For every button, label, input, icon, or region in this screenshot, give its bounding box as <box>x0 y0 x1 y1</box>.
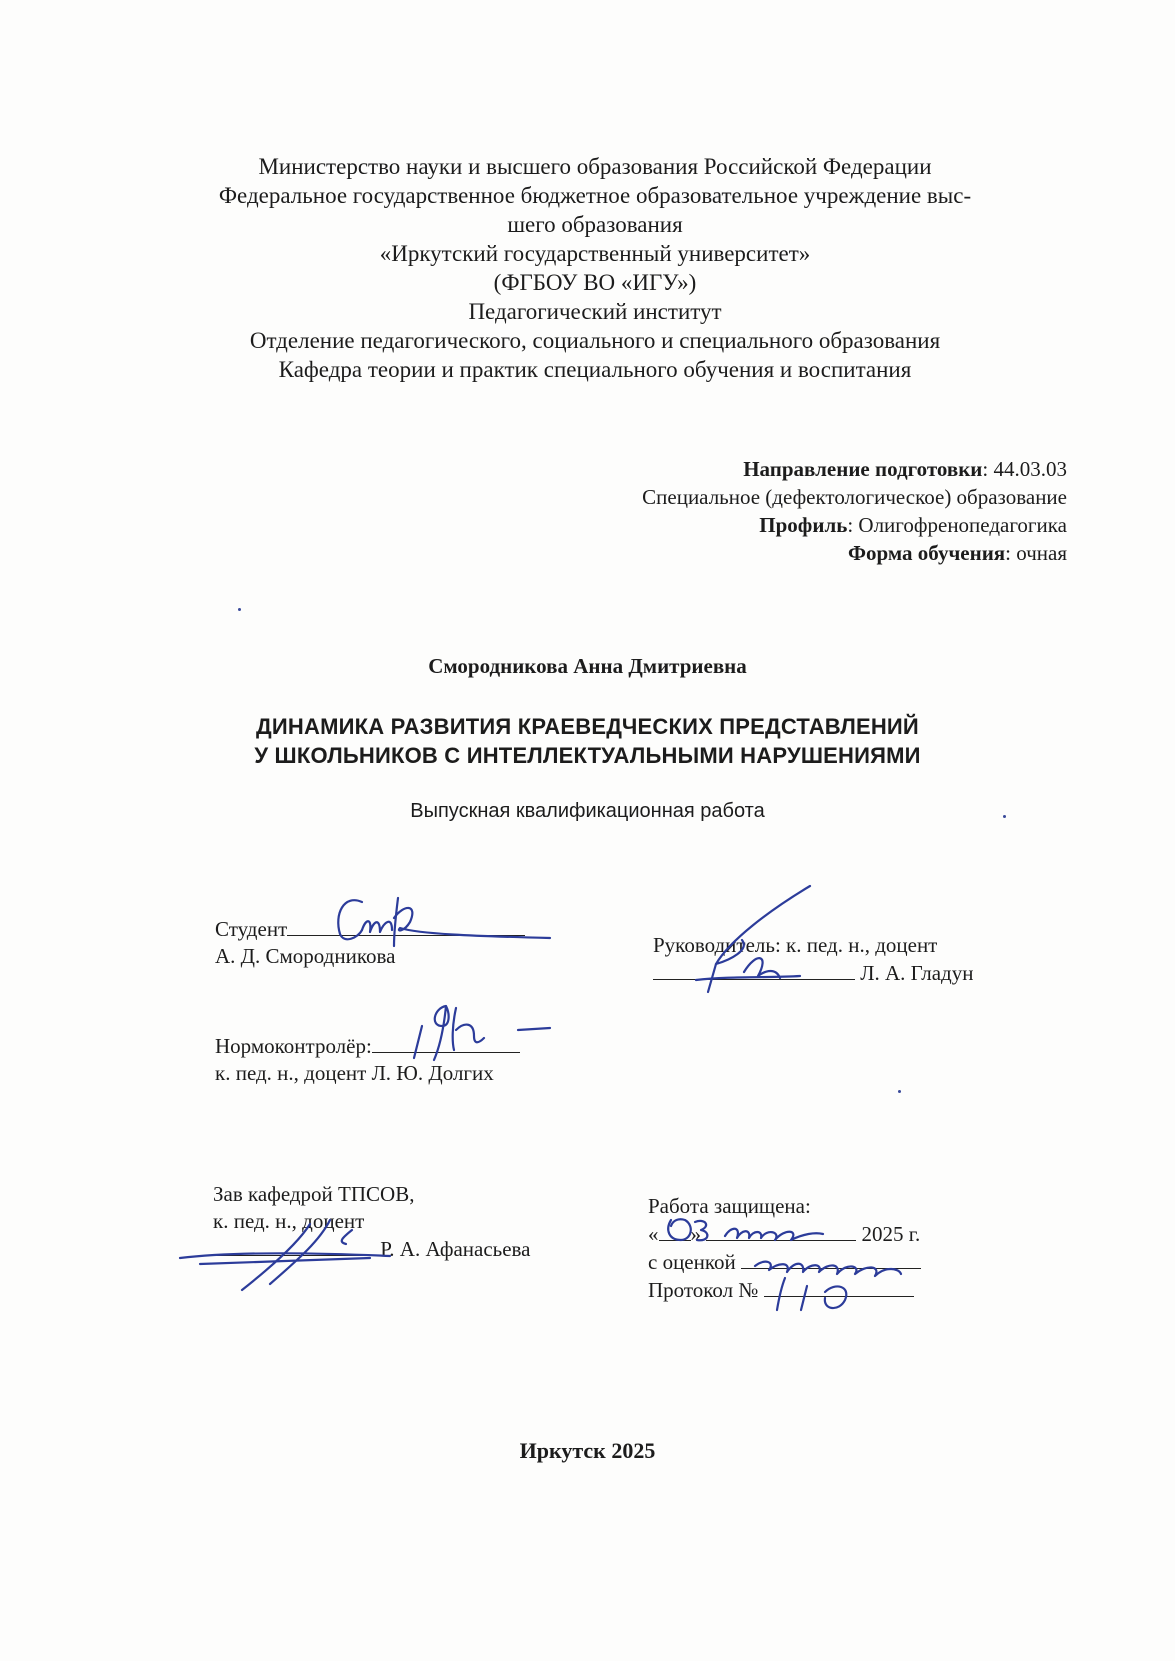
head-of-dept-row <box>213 1235 531 1263</box>
protocol-line <box>764 1276 914 1297</box>
normcontrol-details: к. пед. н., доцент Л. Ю. Долгих <box>215 1061 494 1085</box>
header-line: (ФГБОУ ВО «ИГУ») <box>493 270 697 295</box>
supervisor-row <box>653 959 973 987</box>
header-line: Педагогический институт <box>468 299 722 324</box>
head-of-dept-line2: к. пед. н., доцент <box>213 1209 365 1233</box>
author-name: Смородникова Анна Дмитриевна <box>428 654 747 678</box>
work-type: Выпускная квалификационная работа <box>410 800 765 822</box>
date-month-line <box>706 1220 856 1241</box>
date-day-line <box>659 1220 691 1241</box>
city-year: Иркутск 2025 <box>519 1438 656 1463</box>
student-name: А. Д. Смородникова <box>215 944 396 968</box>
header-line: Кафедра теории и практик специального обучения и воспитания <box>278 357 912 382</box>
scan-speck <box>898 1090 901 1093</box>
defense-block <box>648 1193 921 1304</box>
student-signature-line <box>287 915 525 936</box>
scan-speck <box>1003 815 1006 818</box>
date-close-quote: » <box>690 1222 701 1246</box>
student-label: Студент <box>215 917 288 941</box>
head-of-dept-name: Р. А. Афанасьева <box>380 1237 531 1261</box>
thesis-title-line: У ШКОЛЬНИКОВ С ИНТЕЛЛЕКТУАЛЬНЫМИ НАРУШЕНИЯМИ <box>254 743 921 768</box>
grade-label: с оценкой <box>648 1250 736 1274</box>
defense-title: Работа защищена: <box>648 1194 811 1218</box>
head-of-dept-block <box>213 1181 531 1263</box>
supervisor-name: Л. А. Гладун <box>860 961 974 985</box>
header-line: «Иркутский государственный университет» <box>379 241 811 266</box>
defense-year: 2025 г. <box>861 1222 921 1246</box>
normcontrol-row <box>215 1032 520 1060</box>
normcontrol-signature-line <box>372 1032 520 1053</box>
thesis-title-line: ДИНАМИКА РАЗВИТИЯ КРАЕВЕДЧЕСКИХ ПРЕДСТАВЛЕНИЙ <box>256 714 919 739</box>
student-block <box>215 915 525 970</box>
normcontrol-block <box>215 1032 520 1087</box>
direction-label: Направление подготовки <box>743 457 983 481</box>
student-row <box>215 915 525 943</box>
defense-date-row <box>648 1220 921 1248</box>
direction-row <box>507 455 1067 483</box>
supervisor-block <box>653 932 973 987</box>
study-form-value: : очная <box>1005 541 1067 565</box>
direction-value: : 44.03.03 <box>982 457 1067 481</box>
date-open-quote: « <box>648 1222 659 1246</box>
study-form-row <box>507 539 1067 567</box>
protocol-label: Протокол № <box>648 1278 759 1302</box>
header-line: Министерство науки и высшего образования Российской Федерации <box>258 154 932 179</box>
grade-row <box>648 1248 921 1276</box>
profile-row <box>507 511 1067 539</box>
thesis-title <box>0 712 1175 770</box>
grade-line <box>741 1248 921 1269</box>
header-line: шего образования <box>507 212 683 237</box>
specialization-block <box>507 455 1067 567</box>
supervisor-signature-line <box>653 959 855 980</box>
header-line: Федеральное государственное бюджетное образовательное учреждение выс- <box>218 183 972 208</box>
profile-label: Профиль <box>759 513 848 537</box>
supervisor-label: Руководитель: к. пед. н., доцент <box>653 933 938 957</box>
head-of-dept-signature-line <box>213 1235 375 1256</box>
profile-value: : Олигофренопедагогика <box>847 513 1067 537</box>
header-line: Отделение педагогического, социального и специального образования <box>249 328 941 353</box>
direction-name: Специальное (дефектологическое) образование <box>642 485 1067 509</box>
head-of-dept-line1: Зав кафедрой ТПСОВ, <box>213 1182 415 1206</box>
institution-header <box>195 152 995 384</box>
study-form-label: Форма обучения <box>847 541 1006 565</box>
protocol-row <box>648 1276 921 1304</box>
normcontrol-label: Нормоконтролёр: <box>215 1034 372 1058</box>
scan-speck <box>238 608 241 611</box>
